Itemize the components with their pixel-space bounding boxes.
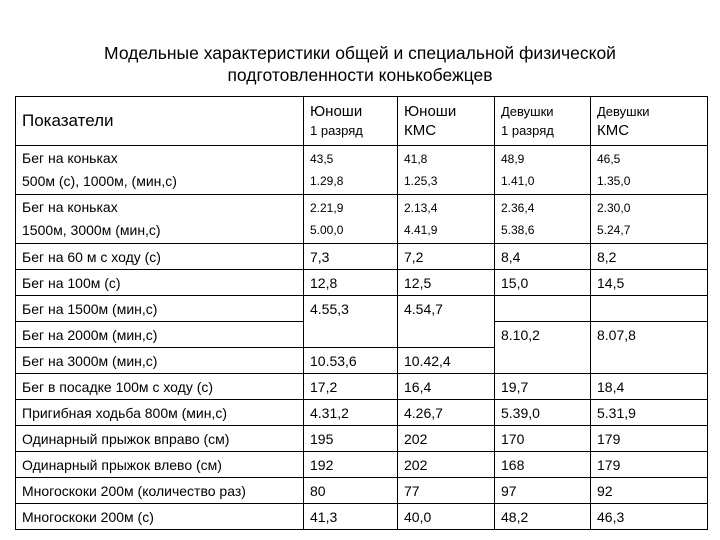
cell-value: 2.36,4 xyxy=(501,201,535,215)
cell-value: 168 xyxy=(495,452,591,478)
cell xyxy=(495,146,591,195)
row-label: Пригибная ходьба 800м (мин,с) xyxy=(16,400,304,426)
cell-value: 2.13,4 xyxy=(404,201,438,215)
table-row xyxy=(16,146,708,195)
cell xyxy=(495,195,591,244)
cell-value: 5.00,0 xyxy=(310,223,344,237)
cell-value: 16,4 xyxy=(398,374,495,400)
cell-value xyxy=(304,322,398,348)
header-label: Девушки xyxy=(597,104,650,119)
table-row xyxy=(16,296,708,322)
cell-value: 4.55,3 xyxy=(304,296,398,322)
cell-value: 18,4 xyxy=(591,374,708,400)
header-indicator-label: Показатели xyxy=(22,111,114,130)
cell-value: 12,8 xyxy=(304,270,398,296)
header-label: Юноши xyxy=(310,103,363,120)
cell-value: 97 xyxy=(495,478,591,504)
cell-value: 17,2 xyxy=(304,374,398,400)
title-line-1: Модельные характеристики общей и специальной физической xyxy=(104,43,616,63)
row-label-line: 500м (с), 1000м, (мин,с) xyxy=(22,173,177,189)
cell-value: 1.29,8 xyxy=(310,174,344,188)
row-label-line: Бег на коньках xyxy=(22,150,118,166)
cell-value: 14,5 xyxy=(591,270,708,296)
row-label: Бег на 60 м с ходу (с) xyxy=(16,244,304,270)
row-label xyxy=(16,195,304,244)
title-line-2: подготовленности конькобежцев xyxy=(227,65,493,85)
cell-value: 8,2 xyxy=(591,244,708,270)
cell-value: 202 xyxy=(398,452,495,478)
row-label: Бег на 3000м (мин,с) xyxy=(16,348,304,374)
cell-value: 202 xyxy=(398,426,495,452)
cell-value: 1.35,0 xyxy=(597,174,631,188)
cell-value: 8.07,8 xyxy=(591,322,708,348)
cell-value: 92 xyxy=(591,478,708,504)
cell-value: 4.54,7 xyxy=(398,296,495,322)
cell-value: 1.25,3 xyxy=(404,174,438,188)
cell-value: 195 xyxy=(304,426,398,452)
cell-value: 8,4 xyxy=(495,244,591,270)
cell-value xyxy=(495,296,591,322)
header-girls-kms xyxy=(591,97,708,146)
table-row xyxy=(16,478,708,504)
header-boys-1st-rank xyxy=(304,97,398,146)
cell-value: 15,0 xyxy=(495,270,591,296)
cell-value: 2.21,9 xyxy=(310,201,344,215)
row-label-line: Бег на коньках xyxy=(22,199,118,215)
header-sublabel: 1 разряд xyxy=(501,123,554,138)
cell xyxy=(304,195,398,244)
row-label-line: 1500м, 3000м (мин,с) xyxy=(22,222,161,238)
cell-value: 8.10,2 xyxy=(495,322,591,348)
header-sublabel: КМС xyxy=(404,122,437,139)
cell xyxy=(304,146,398,195)
row-label: Бег на 100м (с) xyxy=(16,270,304,296)
characteristics-table xyxy=(15,96,708,530)
header-boys-kms xyxy=(398,97,495,146)
table-row xyxy=(16,374,708,400)
table-row xyxy=(16,322,708,348)
table-row xyxy=(16,426,708,452)
cell-value: 5.38,6 xyxy=(501,223,535,237)
cell-value: 5.31,9 xyxy=(591,400,708,426)
cell-value xyxy=(591,348,708,374)
header-sublabel: КМС xyxy=(597,122,630,139)
cell-value: 40,0 xyxy=(398,504,495,530)
cell xyxy=(398,146,495,195)
cell-value: 46,3 xyxy=(591,504,708,530)
table-row xyxy=(16,504,708,530)
row-label: Бег на 1500м (мин,с) xyxy=(16,296,304,322)
cell xyxy=(591,195,708,244)
row-label: Одинарный прыжок вправо (см) xyxy=(16,426,304,452)
cell-value: 43,5 xyxy=(310,152,334,166)
cell-value: 7,3 xyxy=(304,244,398,270)
row-label xyxy=(16,146,304,195)
cell-value: 192 xyxy=(304,452,398,478)
cell xyxy=(591,146,708,195)
cell-value: 41,8 xyxy=(404,152,428,166)
document-title xyxy=(40,42,680,86)
cell-value: 179 xyxy=(591,426,708,452)
cell-value: 48,2 xyxy=(495,504,591,530)
table-row xyxy=(16,270,708,296)
header-label: Юноши xyxy=(404,103,457,120)
cell-value: 4.31,2 xyxy=(304,400,398,426)
cell-value: 12,5 xyxy=(398,270,495,296)
cell-value: 7,2 xyxy=(398,244,495,270)
header-indicator xyxy=(16,97,304,146)
cell-value xyxy=(591,296,708,322)
cell-value xyxy=(398,322,495,348)
table-row xyxy=(16,195,708,244)
cell-value: 5.24,7 xyxy=(597,223,631,237)
cell-value: 19,7 xyxy=(495,374,591,400)
table-header-row xyxy=(16,97,708,146)
header-girls-1st-rank xyxy=(495,97,591,146)
header-sublabel: 1 разряд xyxy=(310,123,363,138)
row-label: Бег в посадке 100м с ходу (с) xyxy=(16,374,304,400)
table-row xyxy=(16,348,708,374)
row-label: Бег на 2000м (мин,с) xyxy=(16,322,304,348)
row-label: Многоскоки 200м (количество раз) xyxy=(16,478,304,504)
cell-value: 4.26,7 xyxy=(398,400,495,426)
cell-value: 170 xyxy=(495,426,591,452)
cell xyxy=(398,195,495,244)
cell-value: 80 xyxy=(304,478,398,504)
row-label: Одинарный прыжок влево (см) xyxy=(16,452,304,478)
table-row xyxy=(16,400,708,426)
cell-value: 179 xyxy=(591,452,708,478)
cell-value: 10.53,6 xyxy=(304,348,398,374)
cell-value: 41,3 xyxy=(304,504,398,530)
cell-value: 5.39,0 xyxy=(495,400,591,426)
table-row xyxy=(16,452,708,478)
cell-value: 77 xyxy=(398,478,495,504)
cell-value xyxy=(495,348,591,374)
cell-value: 4.41,9 xyxy=(404,223,438,237)
cell-value: 46,5 xyxy=(597,152,621,166)
cell-value: 48,9 xyxy=(501,152,525,166)
cell-value: 10.42,4 xyxy=(398,348,495,374)
header-label: Девушки xyxy=(501,104,554,119)
table-row xyxy=(16,244,708,270)
cell-value: 2.30,0 xyxy=(597,201,631,215)
cell-value: 1.41,0 xyxy=(501,174,535,188)
row-label: Многоскоки 200м (с) xyxy=(16,504,304,530)
